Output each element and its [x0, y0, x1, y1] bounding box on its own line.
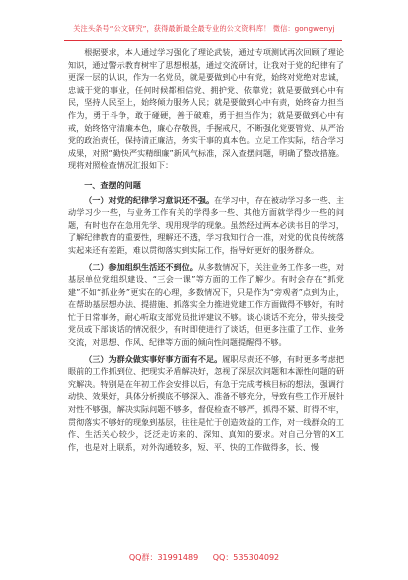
- issue-title-2: （二）参加组织生活还不到位。: [84, 261, 198, 272]
- footer-qq: QQ：535304092: [212, 553, 280, 562]
- issue-paragraph-2: [68, 261, 344, 349]
- issue-paragraph-1: [68, 194, 344, 257]
- section-heading: 一、查摆的问题: [84, 179, 141, 190]
- issue-body-2: 从多数情况下，关注业务工作多一些，对基层单位党组织建设、“三会一课”等方面的工作了解少。有时会存在“抓党建”不如“抓业务”更实在的心理，多数情况下，只是作为“旁观者”点到为止，在帮助基层想办法、提措施、抓落实全力推进党建工作方面做得不够好，有时忙于日常事务，耐心听取支部党员批评建议不够。谈心谈话不充分，带头接受党员或下部谈话的情况很少，有时即使进行了谈话，但更多注重了工作、业务交流，对思想、作风、纪律等方面的倾向性问题提醒得不够。: [68, 261, 344, 348]
- issue-paragraph-3: [68, 353, 344, 454]
- intro-paragraph: 根据要求，本人通过学习强化了理论武装，通过专项测试再次回顾了理论知识，通过警示教育树牢了思想根基，通过交流研讨，让我对于党的纪律有了更深一层的认识，作为一名党员，就是要做到心中有党，始终对党绝对忠诚，忠诚于党的事业，任何时候都相信党、拥护党、依靠党；就是要做到心中有民，坚持人民至上，始终倾力服务人民；就是要做到心中有责，始终奋力担当作为，勇于斗争，敢于碰硬，善于破难，勇于担当作为；就是要做到心中有戒，始终恪守清廉本色，廉心存敬畏，手握戒尺，不断强化党要管党、从严治党的政治责任，保持清正廉洁，务实干事的真本色。立足工作实际，结合学习成果，对照“勤快严实精细廉”新风气标准，深入查摆问题，明确了整改措施。现将对照检查情况汇报如下：: [68, 47, 344, 171]
- footer-contact: [0, 552, 408, 563]
- header-banner: 关注头条号“公文研究”，获得最新最全最专业的公文资料库！ 微信：gongwenyj: [73, 24, 335, 33]
- document-body: [68, 46, 344, 453]
- issue-title-3: （三）为群众做实事好事方面有不足。: [84, 353, 223, 364]
- footer-qq-group: QQ群：31991489: [128, 553, 199, 562]
- issue-body-1: 在学习中，存在被动学习多一些、主动学习少一些，与业务工作有关的学得多一些、其他方面就学得少一些的问题，有时也存在急用先学、现用现学的现象。虽然经过两本必读书目的学习，了解纪律教育的重要性，理解还不透，学习我知行合一准，对党的优良传统落实起来还有差距，难以贯彻落实到实际工作，指导好更好的服务群众。: [68, 194, 344, 255]
- issue-body-3: 履职尽责还不够，有时更多考虑把眼前的工作抓到位、把现实矛盾解决好，忽视了深层次问题和本源性问题的研究解决。特别是在年初工作会安排以后，有急于完成考核目标的想法，强调行动快、效果好，具体分析摸底不够深入、准备不够充分，导致有些工作开展针对性不够强，解决实际问题不够多，督促检查不够严，抓得不紧、盯得不牢，贯彻落实不够好的现象到基层，往往是忙于创造效益的工作，对一线群众的工作、生活关心较少，泛泛走访来的、深知、真知的要求。对自己分管的X工作，也是对上联系，对外沟通较多，短、平、快的工作做得多，长、慢: [68, 353, 344, 452]
- header-divider: [64, 40, 342, 41]
- issue-title-1: （一）对党的纪律学习意识还不强。: [84, 194, 215, 205]
